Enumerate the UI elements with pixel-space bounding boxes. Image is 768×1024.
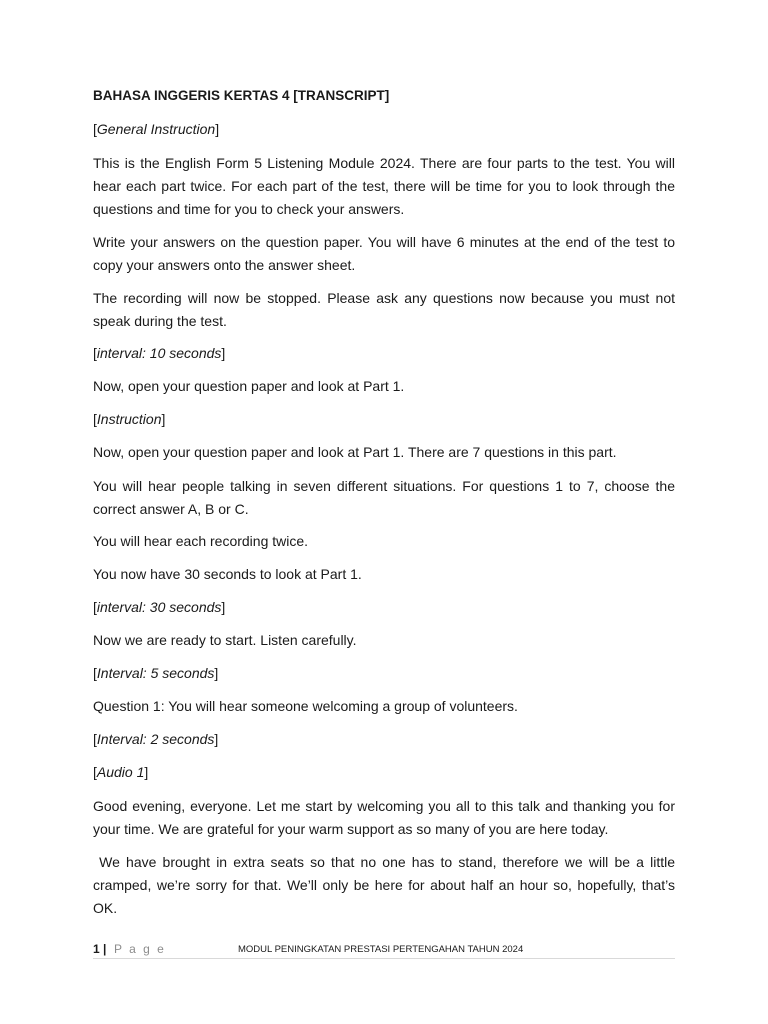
interval-2-text: Interval: 2 seconds [96,731,215,747]
paragraph-hear-twice: You will hear each recording twice. [93,533,309,549]
general-instruction-label: [General Instruction] [93,121,220,137]
module-name: MODUL PENINGKATAN PRESTASI PERTENGAHAN TAHUN 2024 [238,944,524,955]
interval-2-label: [Interval: 2 seconds] [93,731,219,747]
document-title: BAHASA INGGERIS KERTAS 4 [TRANSCRIPT] [93,88,390,103]
audio-1-text: Audio 1 [96,764,145,780]
general-instruction-text: General Instruction [96,121,216,137]
interval-30-label: [interval: 30 seconds] [93,599,226,615]
interval-10-text: interval: 10 seconds [96,345,222,361]
paragraph-recording-stopped: The recording will now be stopped. Please ask any questions now because you must not speak during the test. [93,290,675,329]
paragraph-extra-seats: We have brought in extra seats so that no one has to stand, therefore we will be a little cramped, we’re sorry for that. We’ll only be here for about half an hour so, hopefully, that’s OK. [93,854,679,916]
audio-1-label: [Audio 1] [93,764,149,780]
page-number [93,942,106,956]
page-separator: | [103,942,107,956]
paragraph-30-seconds: You now have 30 seconds to look at Part 1. [93,566,362,582]
paragraph-open-paper: Now, open your question paper and look at Part 1. [93,378,405,394]
paragraph-welcome: Good evening, everyone. Let me start by welcoming you all to this talk and thanking you for your time. We are grateful for your warm support as so many of you are here today. [93,798,675,837]
page-number-value: 1 [93,942,100,956]
paragraph-situations: You will hear people talking in seven different situations. For questions 1 to 7, choose the correct answer A, B or C. [93,478,675,517]
document-body [93,86,679,930]
instruction-label: [Instruction] [93,411,166,427]
paragraph-answers: Write your answers on the question paper. You will have 6 minutes at the end of the test to copy your answers onto the answer sheet. [93,234,675,273]
instruction-text: Instruction [96,411,162,427]
interval-10-label: [interval: 10 seconds] [93,345,226,361]
paragraph-part1-questions: Now, open your question paper and look at Part 1. There are 7 questions in this part. [93,444,617,460]
paragraph-intro: This is the English Form 5 Listening Module 2024. There are four parts to the test. You will hear each part twice. For each part of the test, there will be time for you to look through the questions and time for you to check your answers. [93,155,675,217]
interval-5-text: Interval: 5 seconds [96,665,215,681]
paragraph-ready: Now we are ready to start. Listen carefully. [93,632,357,648]
page-footer [93,941,675,959]
page-word: P a g e [114,942,166,956]
paragraph-question-1: Question 1: You will hear someone welcoming a group of volunteers. [93,698,518,714]
interval-5-label: [Interval: 5 seconds] [93,665,219,681]
interval-30-text: interval: 30 seconds [96,599,222,615]
